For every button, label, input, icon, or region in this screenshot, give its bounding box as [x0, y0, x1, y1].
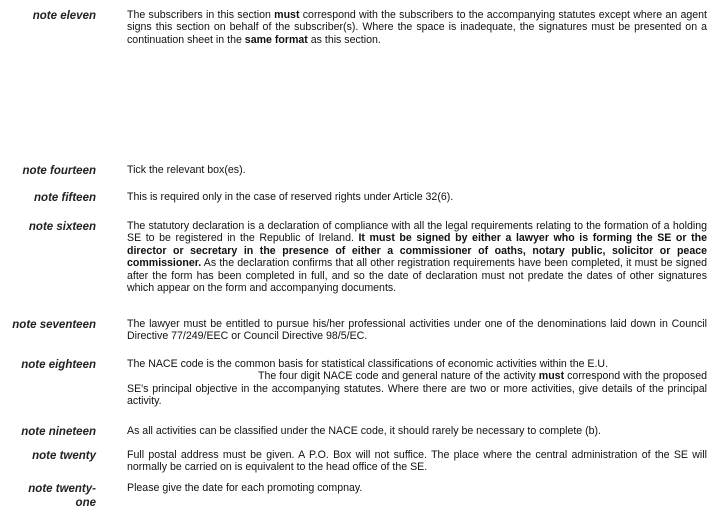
- note-label: note sixteen: [28, 221, 96, 233]
- note-text: [127, 358, 707, 408]
- note-text: Please give the date for each promoting compnay.: [127, 482, 363, 494]
- note-label: [0, 482, 96, 510]
- note-text: [127, 220, 707, 294]
- note-label: note twenty: [32, 450, 96, 462]
- note-text-part: as this section.: [307, 33, 381, 46]
- note-text-part: correspond with the proposed SE's principal objective in the accompanying statutes. Where there are two or more activities, give details of the principal activity.: [127, 370, 707, 408]
- note-text-bold: must: [538, 370, 565, 383]
- note-text: The lawyer must be entitled to pursue his/her professional activities under one of the denominations laid down in Council Directive 77/249/EEC or Council Directive 98/5/EC.: [127, 318, 707, 343]
- note-label: note seventeen: [12, 319, 96, 331]
- note-label: note eighteen: [21, 359, 96, 371]
- note-text-paragraph: [127, 370, 707, 407]
- note-text-part: The four digit NACE code and general nature of the activity: [258, 370, 539, 383]
- note-label-line: one: [75, 497, 96, 509]
- note-text: Full postal address must be given. A P.O. Box will not suffice. The place where the central administration of the SE will normally be carried on is equivalent to the head office of the SE.: [127, 449, 707, 474]
- note-label: note fifteen: [34, 192, 96, 204]
- note-text-bold: same format: [244, 33, 308, 46]
- note-text-part: As the declaration confirms that all other registration requirements have been completed, it must be signed after the form has been completed in full, and so the date of declaration must not predate the dates of other signatures which appear on the form and accompanying documents.: [127, 257, 707, 295]
- note-text: As all activities can be classified under the NACE code, it should rarely be necessary to complete (b).: [127, 425, 602, 437]
- note-text: Tick the relevant box(es).: [127, 164, 246, 176]
- note-text-bold: must: [274, 9, 300, 21]
- note-text-line: The NACE code is the common basis for statistical classifications of economic activities within the E.U.: [127, 358, 609, 370]
- note-text: This is required only in the case of reserved rights under Article 32(6).: [127, 191, 454, 203]
- note-label-line: note twenty-: [28, 483, 96, 495]
- note-text-part: The statutory declaration is a declaration of compliance with all the legal requirements relating to the formation of a holding SE to be registered in the Republic of Ireland.: [127, 220, 707, 245]
- note-text: [127, 9, 707, 46]
- note-text-bold: It must be signed by either a lawyer who is forming the SE or the director or secretary in the presence of either a commissioner of oaths, notary public, solicitor or peace commissioner.: [127, 232, 707, 270]
- note-text-part: The subscribers in this section: [127, 9, 275, 21]
- note-label: note fourteen: [22, 165, 96, 177]
- note-label: note nineteen: [21, 426, 96, 438]
- note-text-part: correspond with the subscribers to the accompanying statutes except where an agent signs this section on behalf of the subscriber(s). Where the space is inadequate, the signatures must be presented on a continuation sheet in the: [127, 9, 707, 46]
- note-label: note eleven: [32, 10, 96, 22]
